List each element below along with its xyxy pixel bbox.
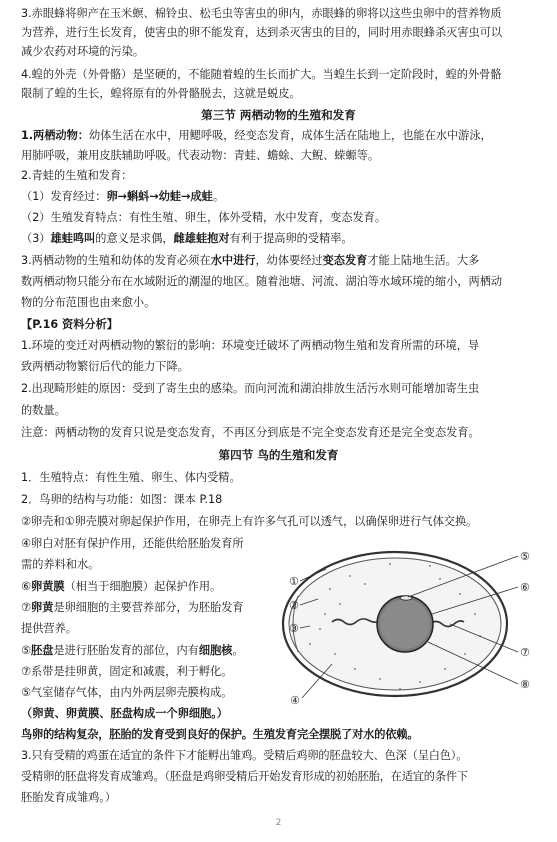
text: 3.两栖动物的生殖和幼体的发育必须在 bbox=[21, 254, 211, 267]
paragraph-line: ②卵壳和①卵壳膜对卵起保护作用，在卵壳上有许多气孔可以透气，以确保卵进行气体交换。 bbox=[21, 515, 478, 528]
paragraph-line: 1.环境的变迁对两栖动物的繁衍的影响：环境变迁破坏了两栖动物生殖和发育所需的环境，导 bbox=[21, 339, 480, 352]
paragraph-line: 3.只有受精的鸡蛋在适宜的条件下才能孵出雏鸡。受精后鸡卵的胚盘较大、色深（呈白色）。 bbox=[21, 749, 468, 762]
paragraph-line: 数两栖动物只能分布在水域附近的潮湿的地区。随着池塘、河流、湖泊等水域环境的缩小，两栖动 bbox=[21, 275, 503, 288]
paragraph-line: 3.赤眼蜂将卵产在玉米螟、棉铃虫、松毛虫等害虫的卵内，赤眼蜂的卵将以这些虫卵中的营养物质 bbox=[21, 7, 502, 20]
paragraph-line bbox=[21, 128, 541, 143]
label-1: ① bbox=[289, 575, 299, 588]
paragraph-line bbox=[21, 253, 541, 268]
label-6: ⑥ bbox=[520, 581, 530, 594]
paragraph-line: 需的养料和水。 bbox=[21, 558, 100, 571]
paragraph-line: 致两栖动物繁衍后代的能力下降。 bbox=[21, 360, 189, 373]
term-amphibian: 1.两栖动物： bbox=[21, 129, 89, 142]
paragraph-line: 4.蝗的外壳（外骨骼）是坚硬的，不能随着蝗的生长而扩大。当蝗生长到一定阶段时，蝗的外骨骼 bbox=[21, 68, 502, 81]
egg-structure-diagram bbox=[280, 544, 548, 710]
text: 是卵细胞的主要营养部分，为胚胎发育 bbox=[53, 601, 244, 614]
term-male-call: 雄蛙鸣叫 bbox=[50, 232, 96, 245]
paragraph-line: 提供营养。 bbox=[21, 622, 77, 635]
paragraph-line bbox=[21, 189, 541, 204]
term-nucleus: 细胞核 bbox=[198, 644, 233, 657]
paragraph-line: 限制了蝗的生长，蝗将原有的外骨骼脱去，这就是蜕皮。 bbox=[21, 87, 301, 100]
definition-text: 幼体生活在水中，用鳃呼吸，经变态发育，成体生活在陆地上，也能在水中游泳， bbox=[88, 129, 492, 142]
development-stages: 卵→蝌蚪→幼蛙→成蛙 bbox=[106, 190, 213, 203]
section-heading-4: 第四节 鸟的生殖和发育 bbox=[218, 448, 339, 462]
term-metamorphosis: 变态发育 bbox=[322, 254, 368, 267]
paragraph-line: ⑦系带是挂卵黄，固定和减震，利于孵化。 bbox=[21, 665, 233, 678]
punctuation: 。 bbox=[232, 644, 244, 657]
item-prefix: （1）发育经过： bbox=[21, 190, 107, 203]
punctuation: 。 bbox=[212, 190, 225, 203]
label-5: ⑤ bbox=[520, 550, 530, 563]
term-yolk-membrane: 卵黄膜 bbox=[31, 580, 65, 593]
paragraph-line: 1．生殖特点：有性生殖、卵生、体内受精。 bbox=[21, 471, 241, 484]
marker: ⑥ bbox=[21, 580, 32, 593]
paragraph-line: 2.出现畸形蛙的原因：受到了寄生虫的感染。而向河流和湖泊排放生活污水则可能增加寄生虫 bbox=[21, 382, 480, 395]
yolk-inner bbox=[380, 599, 430, 649]
paragraph-line bbox=[21, 231, 541, 246]
note-line: 注意：两栖动物的发育只说是变态发育，不再区分到底是不完全变态发育还是完全变态发育。 bbox=[21, 426, 480, 439]
label-3: ③ bbox=[289, 622, 299, 635]
text: ，幼体要经过 bbox=[255, 254, 323, 267]
text: （相当于细胞膜）起保护作用。 bbox=[64, 580, 222, 593]
text: 才能上陆地生活。大多 bbox=[367, 254, 480, 267]
term-in-water: 水中进行 bbox=[210, 254, 256, 267]
paragraph-line: 减少农药对环境的污染。 bbox=[21, 45, 145, 58]
section-heading-3: 第三节 两栖动物的生殖和发育 bbox=[201, 108, 356, 122]
label-2: ② bbox=[289, 599, 299, 612]
marker: ⑦ bbox=[21, 601, 32, 614]
term-germinal-disc: 胚盘 bbox=[31, 644, 54, 657]
item-prefix: （3） bbox=[21, 232, 51, 245]
label-4: ④ bbox=[290, 694, 300, 707]
page-number: 2 bbox=[275, 818, 282, 828]
paragraph-line: 2.青蛙的生殖和发育： bbox=[21, 169, 133, 182]
key-conclusion: 鸟卵的结构复杂，胚胎的发育受到良好的保护。生殖发育完全摆脱了对水的依赖。 bbox=[21, 728, 419, 741]
paragraph-line: 物的分布范围也由来愈小。 bbox=[21, 296, 156, 309]
paragraph-line: 受精卵的胚盘将发育成雏鸡。（胚盘是鸡卵受精后开始发育形成的初始胚胎，在适宜的条件下 bbox=[21, 770, 468, 783]
term-yolk: 卵黄 bbox=[31, 601, 54, 614]
material-analysis-title: 【P.16 资料分析】 bbox=[21, 318, 118, 331]
label-8: ⑧ bbox=[520, 678, 530, 691]
text: 的意义是求偶， bbox=[95, 232, 174, 245]
marker: ⑤ bbox=[21, 644, 32, 657]
paragraph-line: （2）生殖发育特点：有性生殖、卵生，体外受精，水中发育，变态发育。 bbox=[21, 211, 387, 224]
paragraph-line: 胚胎发育成雏鸡。） bbox=[21, 791, 117, 804]
paragraph-line: ④卵白对胚有保护作用，还能供给胚胎发育所 bbox=[21, 537, 244, 550]
paragraph-line: ⑤气室储存气体，由内外两层卵壳膜构成。 bbox=[21, 686, 233, 699]
text: 是进行胚胎发育的部位，内有 bbox=[53, 644, 199, 657]
label-7: ⑦ bbox=[520, 646, 530, 659]
egg-cell-summary: （卵黄、卵黄膜、胚盘构成一个卵细胞。） bbox=[21, 707, 228, 720]
paragraph-line: 2．鸟卵的结构与功能：如图：课本 P.18 bbox=[21, 493, 223, 506]
paragraph-line: 用肺呼吸，兼用皮肤辅助呼吸。代表动物：青蛙、蟾蜍、大鲵、蝾螈等。 bbox=[21, 149, 380, 162]
term-amplexus: 雌雄蛙抱对 bbox=[173, 232, 230, 245]
paragraph-line: 为营养，进行生长发育，使害虫的卵不能发育，达到杀灭害虫的目的，同时用赤眼蜂杀灭害虫可以 bbox=[21, 26, 503, 39]
text: 有利于提高卵的受精率。 bbox=[229, 232, 353, 245]
paragraph-line: 的数量。 bbox=[21, 404, 66, 417]
